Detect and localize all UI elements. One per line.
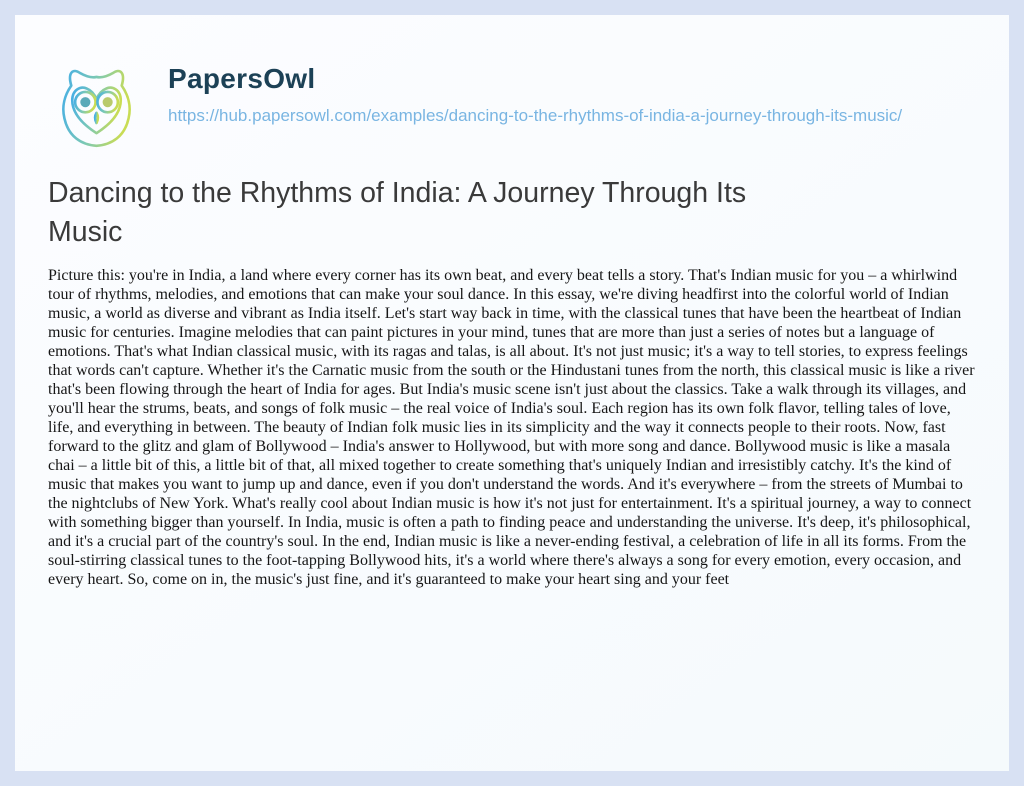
papersowl-logo — [48, 57, 145, 157]
article-url-link[interactable]: https://hub.papersowl.com/examples/dancing-to-the-rhythms-of-india-a-journey-through-its-music/ — [168, 106, 903, 126]
page-content — [15, 15, 1009, 589]
document-page — [15, 15, 1009, 771]
owl-logo-icon — [48, 144, 145, 161]
essay-title: Dancing to the Rhythms of India: A Journey Through Its Music — [48, 177, 747, 249]
brand-name: PapersOwl — [168, 63, 316, 94]
header-text — [168, 57, 902, 129]
essay-body-text: Picture this: you're in India, a land where every corner has its own beat, and every beat tells a story. That's Indian music for you – a whirlwind tour of rhythms, melodies, and emotions that can make your soul dance. In this essay, we're diving headfirst into the colorful world of Indian music, a world as diverse and vibrant as India itself. Let's start way back in time, with the classical tunes that have been the heartbeat of Indian music for centuries. Imagine melodies that can paint pictures in your mind, tunes that are more than just a series of notes but a language of emotions. That's what Indian classical music, with its ragas and talas, is all about. It's not just music; it's a way to tell stories, to express feelings that words can't capture. Whether it's the Carnatic music from the south or the Hindustani tunes from the north, this classical music is like a river that's been flowing through the heart of India for ages. But India's music scene isn't just about the classics. Take a walk through its villages, and you'll hear the strums, beats, and songs of folk music – the real voice of India's soul. Each region has its own folk flavor, telling tales of love, life, and everything in between. The beauty of Indian folk music lies in its simplicity and the way it connects people to their roots. Now, fast forward to the glitz and glam of Bollywood – India's answer to Hollywood, but with more song and dance. Bollywood music is like a masala chai – a little bit of this, a little bit of that, all mixed together to create something that's uniquely Indian and irresistibly catchy. It's the kind of music that makes you want to jump up and dance, even if you don't understand the words. And it's everywhere – from the streets of Mumbai to the nightclubs of New York. What's really cool about Indian music is how it's not just for entertainment. It's a spiritual journey, a way to connect with something bigger than yourself. In India, music is often a path to finding peace and understanding the universe. It's deep, it's philosophical, and it's a crucial part of the country's soul. In the end, Indian music is like a never-ending festival, a celebration of life in all its forms. From the soul-stirring classical tunes to the foot-tapping Bollywood hits, it's a world where there's always a song for every emotion, every occasion, and every heart. So, come on in, the music's just fine, and it's guaranteed to make your heart sing and your feet — [48, 267, 975, 589]
site-header — [48, 57, 961, 157]
